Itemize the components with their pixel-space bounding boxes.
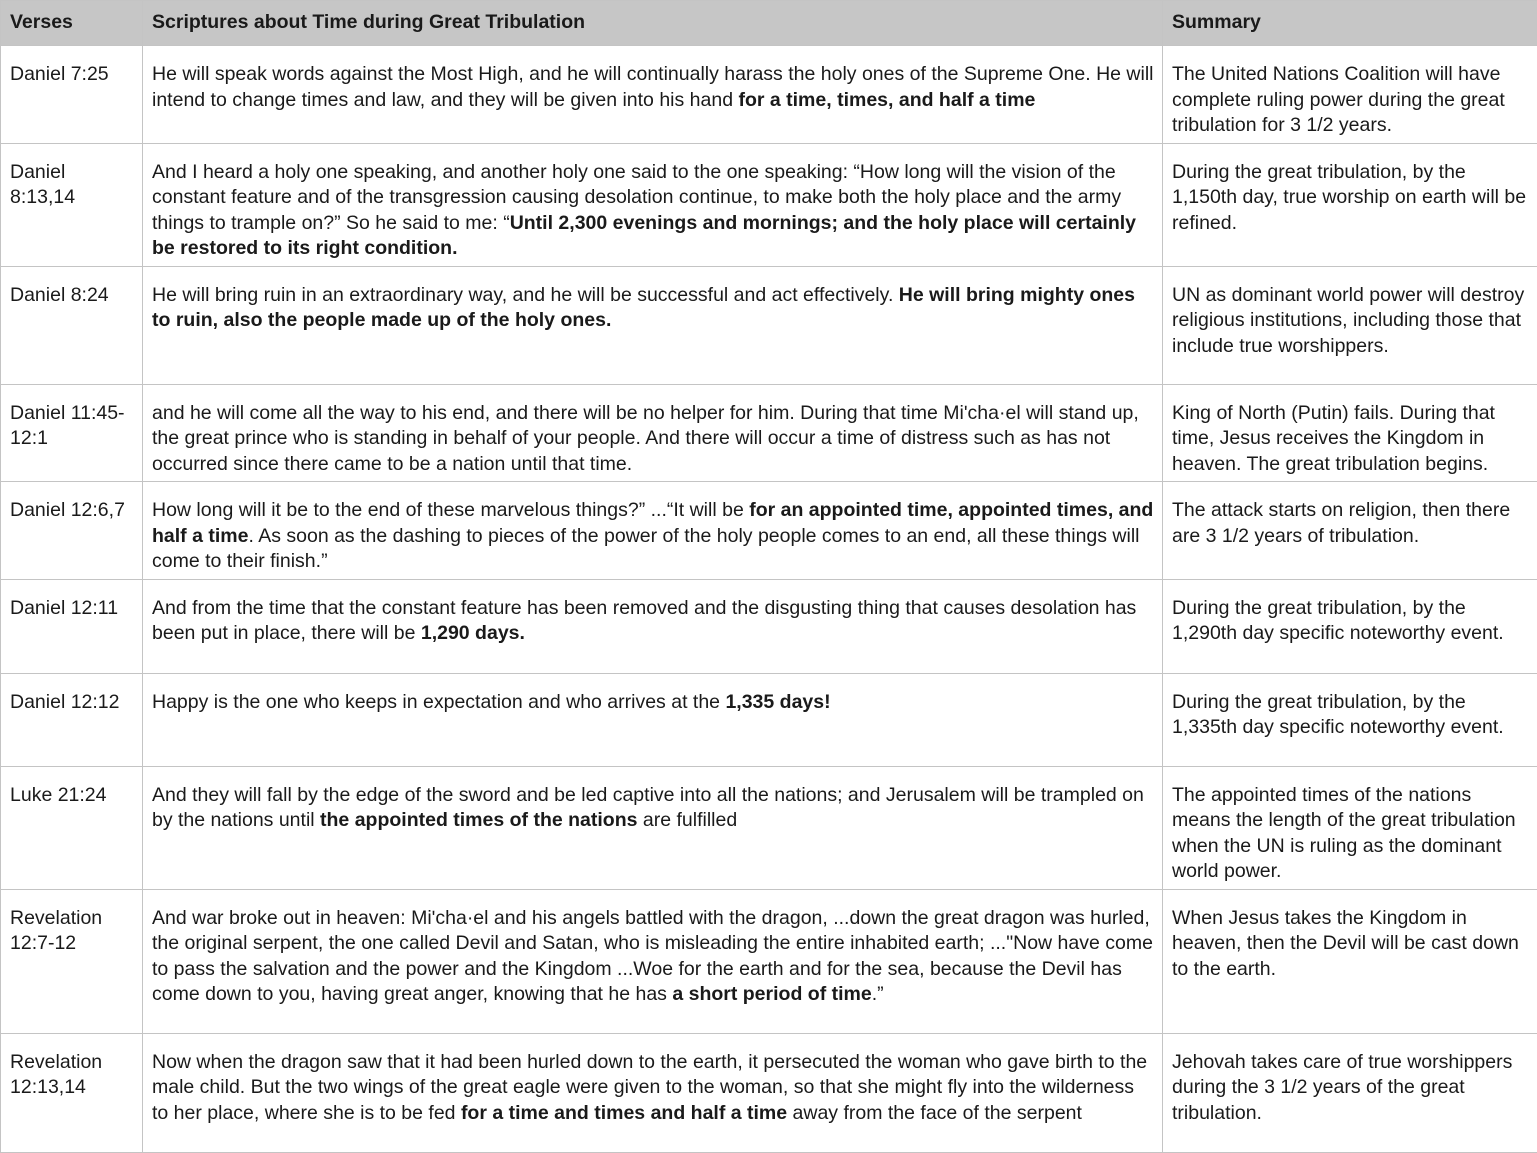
header-row xyxy=(1,1,1537,46)
table-row xyxy=(1,266,1537,384)
table-row xyxy=(1,673,1537,766)
verse-cell: Daniel 12:6,7 xyxy=(1,482,143,580)
scripture-emphasis: for a time and times and half a time xyxy=(461,1102,787,1124)
summary-cell: When Jesus takes the Kingdom in heaven, then the Devil will be cast down to the earth. xyxy=(1163,889,1537,1033)
scripture-cell xyxy=(143,482,1163,580)
summary-cell: King of North (Putin) fails. During that time, Jesus receives the Kingdom in heaven. The great tribulation begins. xyxy=(1163,384,1537,482)
scripture-cell xyxy=(143,889,1163,1033)
verse-cell: Daniel 7:25 xyxy=(1,46,143,144)
verse-cell: Revelation 12:7-12 xyxy=(1,889,143,1033)
summary-cell: During the great tribulation, by the 1,150th day, true worship on earth will be refined. xyxy=(1163,143,1537,266)
verse-cell: Daniel 12:11 xyxy=(1,579,143,673)
scripture-text: And from the time that the constant feature has been removed and the disgusting thing that causes desolation has been put in place, there will be xyxy=(152,597,1136,645)
scripture-cell xyxy=(143,673,1163,766)
scripture-text: Now when the dragon saw that it had been hurled down to the earth, it persecuted the woman who gave birth to the male child. But the two wings of the great eagle were given to the woman, so that she might fly into the wilderness to her place, where she is to be fed xyxy=(152,1051,1147,1124)
table-row xyxy=(1,889,1537,1033)
table-row xyxy=(1,384,1537,482)
header-verses: Verses xyxy=(1,1,143,46)
scripture-emphasis: He will bring mighty ones to ruin, also the people made up of the holy ones. xyxy=(152,284,1135,332)
scripture-text: away from the face of the serpent xyxy=(787,1102,1082,1124)
scripture-cell xyxy=(143,46,1163,144)
scripture-emphasis: the appointed times of the nations xyxy=(320,809,637,831)
scripture-cell xyxy=(143,143,1163,266)
scripture-emphasis: Until 2,300 evenings and mornings; and the holy place will certainly be restored to its right condition. xyxy=(152,212,1136,260)
scripture-text: And I heard a holy one speaking, and another holy one said to the one speaking: “How long will the vision of the constant feature and of the transgression causing desolation continue, to make both the holy place and the army things to trample on?” So he said to me: “ xyxy=(152,161,1121,234)
verse-cell: Daniel 8:13,14 xyxy=(1,143,143,266)
scripture-emphasis: for an appointed time, appointed times, and half a time xyxy=(152,499,1153,547)
scripture-cell xyxy=(143,579,1163,673)
scripture-text: .” xyxy=(872,983,884,1005)
scripture-text: And war broke out in heaven: Miʹcha·el and his angels battled with the dragon, ...down the great dragon was hurled, the original serpent, the one called Devil and Satan, who is misleading the entire inhabited earth; ..."Now have come to pass the salvation and the power and the Kingdom ...Woe for the earth and for the sea, because the Devil has come down to you, having great anger, knowing that he has xyxy=(152,907,1153,1006)
scripture-emphasis: a short period of time xyxy=(672,983,871,1005)
scripture-cell xyxy=(143,766,1163,889)
scripture-text: . As soon as the dashing to pieces of the power of the holy people comes to an end, all these things will come to their finish.” xyxy=(152,525,1140,573)
scripture-text: and he will come all the way to his end, and there will be no helper for him. During that time Miʹcha·el will stand up, the great prince who is standing in behalf of your people. And there will occur a time of distress such as has not occurred since there came to be a nation until that time. xyxy=(152,402,1139,475)
table-body xyxy=(1,46,1537,1153)
scripture-text: are fulfilled xyxy=(637,809,737,831)
verse-cell: Daniel 12:12 xyxy=(1,673,143,766)
scripture-text: He will bring ruin in an extraordinary way, and he will be successful and act effectively. xyxy=(152,284,899,306)
summary-cell: During the great tribulation, by the 1,290th day specific noteworthy event. xyxy=(1163,579,1537,673)
verse-cell: Luke 21:24 xyxy=(1,766,143,889)
table-row xyxy=(1,46,1537,144)
summary-cell: Jehovah takes care of true worshippers during the 3 1/2 years of the great tribulation. xyxy=(1163,1033,1537,1152)
verse-cell: Revelation 12:13,14 xyxy=(1,1033,143,1152)
summary-cell: The attack starts on religion, then there are 3 1/2 years of tribulation. xyxy=(1163,482,1537,580)
summary-cell: The United Nations Coalition will have complete ruling power during the great tribulation for 3 1/2 years. xyxy=(1163,46,1537,144)
table-row xyxy=(1,1033,1537,1152)
scripture-emphasis: 1,335 days! xyxy=(725,691,830,713)
table-row xyxy=(1,579,1537,673)
verse-cell: Daniel 11:45-12:1 xyxy=(1,384,143,482)
scripture-text: He will speak words against the Most High, and he will continually harass the holy ones of the Supreme One. He will intend to change times and law, and they will be given into his hand xyxy=(152,63,1154,111)
scripture-text: Happy is the one who keeps in expectation and who arrives at the xyxy=(152,691,725,713)
scripture-cell xyxy=(143,1033,1163,1152)
table-row xyxy=(1,143,1537,266)
summary-cell: UN as dominant world power will destroy religious institutions, including those that include true worshippers. xyxy=(1163,266,1537,384)
header-scriptures: Scriptures about Time during Great Tribulation xyxy=(143,1,1163,46)
table-row xyxy=(1,766,1537,889)
scripture-text: And they will fall by the edge of the sword and be led captive into all the nations; and Jerusalem will be trampled on by the nations until xyxy=(152,784,1144,832)
scripture-text: How long will it be to the end of these marvelous things?” ...“It will be xyxy=(152,499,749,521)
header-summary: Summary xyxy=(1163,1,1537,46)
summary-cell: During the great tribulation, by the 1,335th day specific noteworthy event. xyxy=(1163,673,1537,766)
scripture-cell xyxy=(143,384,1163,482)
verse-cell: Daniel 8:24 xyxy=(1,266,143,384)
table-row xyxy=(1,482,1537,580)
scripture-cell xyxy=(143,266,1163,384)
scripture-emphasis: for a time, times, and half a time xyxy=(738,89,1035,111)
scripture-emphasis: 1,290 days. xyxy=(421,622,525,644)
summary-cell: The appointed times of the nations means the length of the great tribulation when the UN is ruling as the dominant world power. xyxy=(1163,766,1537,889)
